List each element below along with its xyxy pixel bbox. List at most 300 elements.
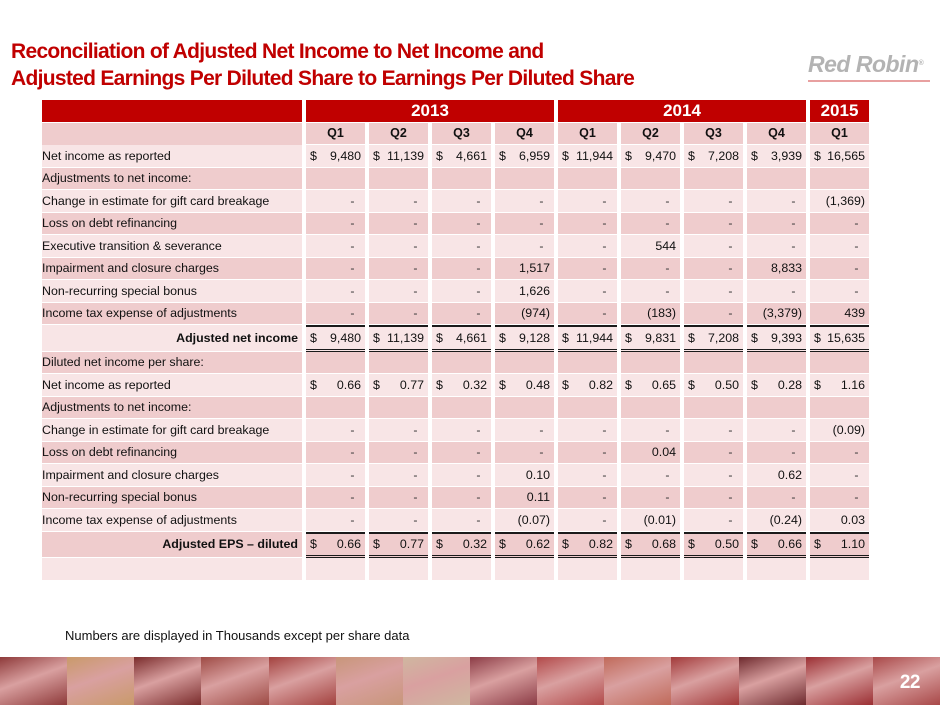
value-cell <box>558 419 617 442</box>
cell-value: 0.82 <box>588 537 613 552</box>
cell-value: - <box>539 445 544 460</box>
value-cell <box>684 168 743 191</box>
table-row <box>42 258 869 281</box>
cell-value: 11,944 <box>576 330 613 345</box>
row-label: Diluted net income per share: <box>42 352 302 375</box>
value-cell <box>621 235 680 258</box>
cell-value: - <box>413 216 418 231</box>
cell-value: 9,480 <box>329 148 361 163</box>
cell-value: 9,480 <box>329 330 361 345</box>
currency-symbol: $ <box>562 377 569 392</box>
cell-value: (183) <box>647 306 676 321</box>
cell-value: 0.82 <box>588 377 613 392</box>
value-cell <box>810 168 869 191</box>
currency-symbol: $ <box>373 148 380 163</box>
cell-value: - <box>413 193 418 208</box>
value-cell <box>432 419 491 442</box>
cell-value: (0.07) <box>517 512 550 527</box>
value-cell <box>306 397 365 420</box>
value-cell <box>684 558 743 581</box>
value-cell <box>810 419 869 442</box>
currency-symbol: $ <box>625 148 632 163</box>
value-cell <box>558 374 617 397</box>
value-cell <box>684 509 743 532</box>
value-cell <box>369 374 428 397</box>
table-row <box>42 487 869 510</box>
value-cell <box>621 558 680 581</box>
value-cell <box>495 487 554 510</box>
value-cell <box>369 303 428 326</box>
value-cell <box>810 145 869 168</box>
cell-value: - <box>413 467 418 482</box>
cell-value: 439 <box>844 306 865 321</box>
cell-value: - <box>539 216 544 231</box>
value-cell <box>621 374 680 397</box>
value-cell <box>747 374 806 397</box>
row-label: Non-recurring special bonus <box>42 487 302 510</box>
currency-symbol: $ <box>562 148 569 163</box>
quarter-header: Q3 <box>684 123 743 146</box>
total-row <box>42 532 869 559</box>
value-cell <box>621 190 680 213</box>
currency-symbol: $ <box>499 330 506 345</box>
currency-symbol: $ <box>310 330 317 345</box>
cell-value: 1,517 <box>518 261 550 276</box>
cell-value: - <box>791 490 796 505</box>
value-cell <box>684 213 743 236</box>
row-label: Adjusted net income <box>42 325 302 352</box>
currency-symbol: $ <box>373 330 380 345</box>
value-cell <box>369 325 428 352</box>
currency-symbol: $ <box>436 330 443 345</box>
cell-value: 0.62 <box>777 467 802 482</box>
cell-value: - <box>413 422 418 437</box>
currency-symbol: $ <box>688 148 695 163</box>
table-body <box>42 145 869 581</box>
cell-value: - <box>791 193 796 208</box>
value-cell <box>306 213 365 236</box>
value-cell <box>747 509 806 532</box>
value-cell <box>621 352 680 375</box>
cell-value: - <box>476 238 481 253</box>
value-cell <box>684 464 743 487</box>
value-cell <box>495 303 554 326</box>
row-label: Executive transition & severance <box>42 235 302 258</box>
value-cell <box>558 532 617 559</box>
value-cell <box>432 325 491 352</box>
cell-value: - <box>350 445 355 460</box>
cell-value: 3,939 <box>770 148 802 163</box>
value-cell <box>432 213 491 236</box>
menu-board-photo <box>134 657 201 705</box>
row-label: Loss on debt refinancing <box>42 213 302 236</box>
currency-symbol: $ <box>310 537 317 552</box>
value-cell <box>432 352 491 375</box>
value-cell <box>558 509 617 532</box>
value-cell <box>432 487 491 510</box>
value-cell <box>432 235 491 258</box>
value-cell <box>810 442 869 465</box>
currency-symbol: $ <box>562 537 569 552</box>
value-cell <box>684 442 743 465</box>
cell-value: - <box>476 261 481 276</box>
value-cell <box>621 487 680 510</box>
value-cell <box>369 235 428 258</box>
value-cell <box>369 509 428 532</box>
cell-value: - <box>791 216 796 231</box>
currency-symbol: $ <box>625 377 632 392</box>
cell-value: - <box>350 238 355 253</box>
currency-symbol: $ <box>625 330 632 345</box>
cell-value: - <box>602 261 607 276</box>
currency-symbol: $ <box>814 330 821 345</box>
value-cell <box>369 532 428 559</box>
cell-value: - <box>602 216 607 231</box>
value-cell <box>306 558 365 581</box>
value-cell <box>432 558 491 581</box>
cell-value: - <box>350 261 355 276</box>
cell-value: 0.48 <box>525 377 550 392</box>
cell-value: 4,661 <box>455 330 487 345</box>
year-header: 2014 <box>558 100 806 123</box>
logo-underline <box>808 80 930 82</box>
cell-value: - <box>602 490 607 505</box>
value-cell <box>810 464 869 487</box>
value-cell <box>684 374 743 397</box>
value-cell <box>306 280 365 303</box>
value-cell <box>495 374 554 397</box>
cell-value: - <box>665 216 670 231</box>
value-cell <box>810 303 869 326</box>
cell-value: 0.66 <box>777 537 802 552</box>
cell-value: - <box>350 193 355 208</box>
value-cell <box>306 464 365 487</box>
cell-value: 0.66 <box>336 537 361 552</box>
cell-value: 7,208 <box>707 148 739 163</box>
value-cell <box>369 442 428 465</box>
value-cell <box>621 325 680 352</box>
value-cell <box>747 352 806 375</box>
quarter-header: Q4 <box>747 123 806 146</box>
value-cell <box>810 532 869 559</box>
row-label: Income tax expense of adjustments <box>42 303 302 326</box>
quarter-header: Q1 <box>558 123 617 146</box>
cell-value: 9,128 <box>518 330 550 345</box>
value-cell <box>747 258 806 281</box>
value-cell <box>432 464 491 487</box>
value-cell <box>495 168 554 191</box>
cell-value: - <box>665 193 670 208</box>
cell-value: 16,565 <box>827 148 865 163</box>
cell-value: 0.77 <box>399 537 424 552</box>
value-cell <box>621 509 680 532</box>
table-row <box>42 303 869 326</box>
value-cell <box>621 303 680 326</box>
cell-value: - <box>413 445 418 460</box>
value-cell <box>558 464 617 487</box>
value-cell <box>432 442 491 465</box>
year-header-blank <box>42 100 302 123</box>
value-cell <box>306 419 365 442</box>
row-label: Adjusted EPS – diluted <box>42 532 302 559</box>
value-cell <box>684 352 743 375</box>
value-cell <box>747 419 806 442</box>
cell-value: - <box>728 422 733 437</box>
value-cell <box>747 280 806 303</box>
table-row <box>42 213 869 236</box>
value-cell <box>432 509 491 532</box>
value-cell <box>558 145 617 168</box>
currency-symbol: $ <box>814 148 821 163</box>
reconciliation-table <box>38 100 873 581</box>
registered-mark: ® <box>918 60 924 67</box>
value-cell <box>684 397 743 420</box>
currency-symbol: $ <box>373 537 380 552</box>
value-cell <box>432 397 491 420</box>
footnote: Numbers are displayed in Thousands except per share data <box>65 628 410 643</box>
value-cell <box>558 213 617 236</box>
value-cell <box>558 280 617 303</box>
year-header-row <box>42 100 869 123</box>
kitchen-photo <box>537 657 604 705</box>
value-cell <box>558 303 617 326</box>
value-cell <box>369 168 428 191</box>
cell-value: - <box>413 490 418 505</box>
cell-value: - <box>476 467 481 482</box>
cell-value: - <box>602 238 607 253</box>
value-cell <box>747 168 806 191</box>
cell-value: - <box>665 467 670 482</box>
currency-symbol: $ <box>436 148 443 163</box>
diners-photo <box>0 657 67 705</box>
cell-value: - <box>854 490 859 505</box>
value-cell <box>684 532 743 559</box>
row-label: Net income as reported <box>42 374 302 397</box>
value-cell <box>306 325 365 352</box>
value-cell <box>621 442 680 465</box>
cell-value: - <box>350 283 355 298</box>
cell-value: - <box>350 490 355 505</box>
cell-value: - <box>728 490 733 505</box>
value-cell <box>621 213 680 236</box>
cell-value: - <box>791 422 796 437</box>
value-cell <box>369 352 428 375</box>
value-cell <box>306 532 365 559</box>
value-cell <box>810 558 869 581</box>
value-cell <box>306 442 365 465</box>
cell-value: - <box>602 445 607 460</box>
value-cell <box>684 235 743 258</box>
value-cell <box>747 303 806 326</box>
cell-value: (0.09) <box>832 422 865 437</box>
value-cell <box>369 397 428 420</box>
value-cell <box>369 487 428 510</box>
value-cell <box>621 258 680 281</box>
row-label: Impairment and closure charges <box>42 464 302 487</box>
cell-value: - <box>665 283 670 298</box>
cell-value: 0.66 <box>336 377 361 392</box>
cell-value: - <box>350 512 355 527</box>
value-cell <box>495 352 554 375</box>
cell-value: 11,139 <box>387 148 424 163</box>
value-cell <box>621 419 680 442</box>
cell-value: 0.10 <box>525 467 550 482</box>
quarter-header-row <box>42 123 869 146</box>
cell-value: - <box>539 422 544 437</box>
value-cell <box>810 325 869 352</box>
cell-value: 9,393 <box>770 330 802 345</box>
cell-value: (0.24) <box>769 512 802 527</box>
value-cell <box>558 442 617 465</box>
currency-symbol: $ <box>310 148 317 163</box>
currency-symbol: $ <box>499 148 506 163</box>
quarter-header: Q4 <box>495 123 554 146</box>
currency-symbol: $ <box>751 377 758 392</box>
value-cell <box>495 190 554 213</box>
cell-value: - <box>728 238 733 253</box>
cell-value: - <box>728 216 733 231</box>
cell-value: - <box>854 261 859 276</box>
cell-value: - <box>413 261 418 276</box>
row-label: Loss on debt refinancing <box>42 442 302 465</box>
value-cell <box>747 325 806 352</box>
cell-value: - <box>602 512 607 527</box>
currency-symbol: $ <box>310 377 317 392</box>
value-cell <box>495 419 554 442</box>
cell-value: 0.28 <box>777 377 802 392</box>
cell-value: - <box>350 306 355 321</box>
value-cell <box>369 258 428 281</box>
value-cell <box>747 532 806 559</box>
value-cell <box>747 397 806 420</box>
cell-value: 8,833 <box>770 261 802 276</box>
value-cell <box>810 235 869 258</box>
footer-photo-strip <box>0 657 940 705</box>
cell-value: 0.50 <box>714 537 739 552</box>
cell-value: - <box>413 306 418 321</box>
value-cell <box>747 235 806 258</box>
value-cell <box>747 464 806 487</box>
value-cell <box>432 145 491 168</box>
cell-value: - <box>476 422 481 437</box>
value-cell <box>684 280 743 303</box>
cell-value: - <box>476 512 481 527</box>
title-line-2: Adjusted Earnings Per Diluted Share to Earnings Per Diluted Share <box>11 67 635 90</box>
value-cell <box>810 374 869 397</box>
cell-value: - <box>854 283 859 298</box>
value-cell <box>810 213 869 236</box>
cell-value: 0.32 <box>462 537 487 552</box>
value-cell <box>684 145 743 168</box>
cell-value: 1.10 <box>840 537 865 552</box>
value-cell <box>747 442 806 465</box>
page-title <box>11 38 791 92</box>
table-row <box>42 235 869 258</box>
value-cell <box>747 190 806 213</box>
table-row <box>42 280 869 303</box>
cell-value: 0.77 <box>399 377 424 392</box>
cell-value: 0.32 <box>462 377 487 392</box>
cell-value: - <box>602 306 607 321</box>
currency-symbol: $ <box>814 537 821 552</box>
logo-text: Red Robin <box>808 51 919 77</box>
currency-symbol: $ <box>499 377 506 392</box>
value-cell <box>306 352 365 375</box>
value-cell <box>558 397 617 420</box>
cell-value: - <box>854 445 859 460</box>
table-row <box>42 190 869 213</box>
value-cell <box>369 280 428 303</box>
quarter-header: Q2 <box>369 123 428 146</box>
value-cell <box>306 258 365 281</box>
value-cell <box>306 190 365 213</box>
page-number: 22 <box>899 672 920 693</box>
value-cell <box>306 487 365 510</box>
value-cell <box>621 397 680 420</box>
year-header: 2015 <box>810 100 869 123</box>
cell-value: (0.01) <box>643 512 676 527</box>
cell-value: - <box>728 467 733 482</box>
cell-value: - <box>539 238 544 253</box>
cell-value: 0.62 <box>525 537 550 552</box>
cell-value: - <box>854 238 859 253</box>
value-cell <box>369 558 428 581</box>
cell-value: - <box>413 283 418 298</box>
server-photo <box>201 657 268 705</box>
currency-symbol: $ <box>751 537 758 552</box>
quarter-header-blank <box>42 123 302 146</box>
value-cell <box>432 374 491 397</box>
value-cell <box>810 487 869 510</box>
currency-symbol: $ <box>688 377 695 392</box>
value-cell <box>432 303 491 326</box>
value-cell <box>558 258 617 281</box>
year-header: 2013 <box>306 100 554 123</box>
cell-value: 6,959 <box>518 148 550 163</box>
cell-value: - <box>476 445 481 460</box>
currency-symbol: $ <box>688 330 695 345</box>
currency-symbol: $ <box>625 537 632 552</box>
value-cell <box>432 168 491 191</box>
value-cell <box>432 532 491 559</box>
value-cell <box>684 325 743 352</box>
cell-value: - <box>791 445 796 460</box>
currency-symbol: $ <box>373 377 380 392</box>
sandwich-photo <box>604 657 671 705</box>
team-photo <box>739 657 806 705</box>
table-row <box>42 509 869 532</box>
cell-value: - <box>665 422 670 437</box>
table-row <box>42 464 869 487</box>
value-cell <box>306 145 365 168</box>
cell-value: 0.68 <box>651 537 676 552</box>
value-cell <box>369 213 428 236</box>
value-cell <box>369 190 428 213</box>
value-cell <box>306 303 365 326</box>
cell-value: 9,831 <box>644 330 676 345</box>
currency-symbol: $ <box>688 537 695 552</box>
title-line-1: Reconciliation of Adjusted Net Income to Net Income and <box>11 40 544 63</box>
value-cell <box>747 213 806 236</box>
value-cell <box>495 213 554 236</box>
quarter-header: Q1 <box>306 123 365 146</box>
cell-value: - <box>728 512 733 527</box>
cell-value: - <box>728 283 733 298</box>
table-row <box>42 558 869 581</box>
table-row <box>42 397 869 420</box>
value-cell <box>432 190 491 213</box>
cell-value: 11,139 <box>387 330 424 345</box>
